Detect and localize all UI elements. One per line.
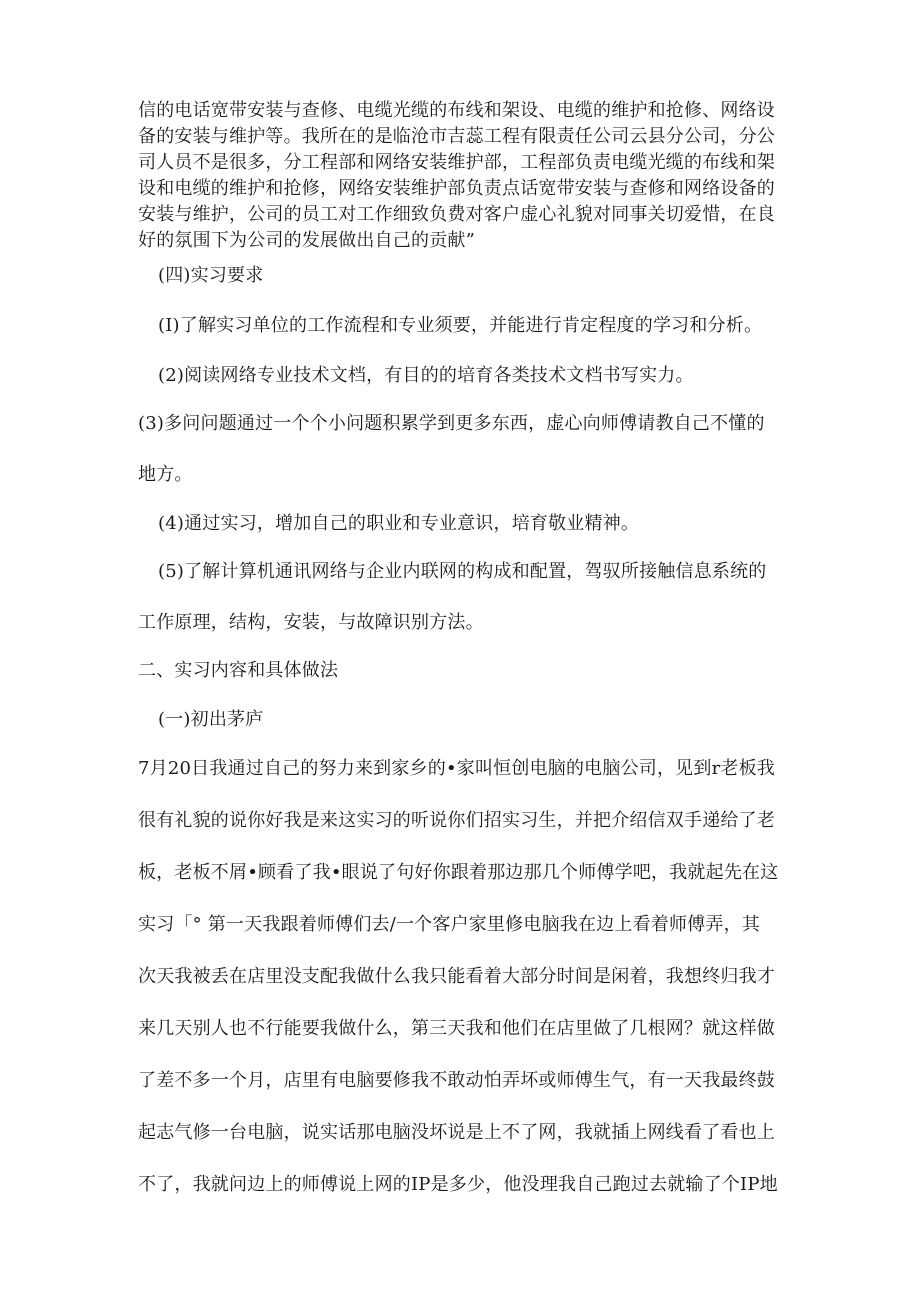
subsection-one-heading: (一)初出茅庐 [158,709,264,730]
story-line: 起志气修一台电脑，说实话那电脑没坏说是上不了网，我就插上网线看了看也上 [138,1122,775,1143]
section-four-heading: (四)实习要求 [158,265,264,286]
requirement-item-5-line-2: 工作原理，结构，安装，与故障识别方法。 [138,612,484,633]
intro-paragraph [138,98,788,254]
intro-line: 司人员不是很多，分工程部和网络安装维护部，工程部负责电缆光缆的布线和架 [138,152,775,173]
requirement-item-1: (I)了解实习单位的工作流程和专业须要，并能进行肯定程度的学习和分析。 [158,315,763,336]
story-line: 实习「° 第一天我跟着师傅们去/一个客户家里修电脑我在边上看着师傅弄，其 [138,914,760,935]
section-two-heading: 二、实习内容和具体做法 [138,660,339,681]
story-paragraph [138,755,788,1223]
story-line: 7月20日我通过自己的努力来到家乡的•家叫恒创电脑的电脑公司，见到r老板我 [138,758,775,779]
story-line: 很有礼貌的说你好我是来这实习的听说你们招实习生，并把介绍信双手递给了老 [138,810,775,831]
intro-line: 备的安装与维护等。我所在的是临沧市吉蕊工程有限责任公司云县分公司，分公 [138,126,775,147]
requirement-item-3-line-2: 地方。 [138,464,193,485]
requirement-item-3-line-1: (3)多问问题通过一个个小问题积累学到更多东西，虚心向师傅请教自己不懂的 [138,413,765,434]
story-line: 了差不多一个月，店里有电脑要修我不敢动怕弄坏或师傅生气，有一天我最终鼓 [138,1070,775,1091]
story-line: 板，老板不屑•顾看了我•眼说了句好你跟着那边那几个师傅学吧，我就起先在这 [138,862,779,883]
requirement-item-5-line-1: (5)了解计算机通讯网络与企业内联网的构成和配置，驾驭所接触信息系统的 [158,561,767,582]
requirement-item-4: (4)通过实习，增加自己的职业和专业意识，培育敬业精神。 [158,513,640,534]
intro-line: 安装与维护，公司的员工对工作细致负费对客户虚心礼貌对同事关切爱惜，在良 [138,204,775,225]
intro-line: 信的电话宽带安装与查修、电缆光缆的布线和架设、电缆的维护和抢修、网络设 [138,100,775,121]
story-line: 来几天别人也不行能要我做什么，第三天我和他们在店里做了几根网？就这样做 [138,1018,775,1039]
story-line: 不了，我就问边上的师傅说上网的IP是多少，他没理我自己跑过去就输了个IP地 [138,1174,778,1195]
requirement-item-2: (2)阅读网络专业技术文档，有目的的培育各类技术文档书写实力。 [158,365,694,386]
intro-line: 好的氛围下为公司的发展做出自己的贡献” [138,230,476,251]
intro-line: 设和电缆的维护和抢修，网络安装维护部负责点话宽带安装与查修和网络设备的 [138,178,775,199]
story-line: 次天我被丢在店里没支配我做什么我只能看着大部分时间是闲着，我想终归我才 [138,966,775,987]
